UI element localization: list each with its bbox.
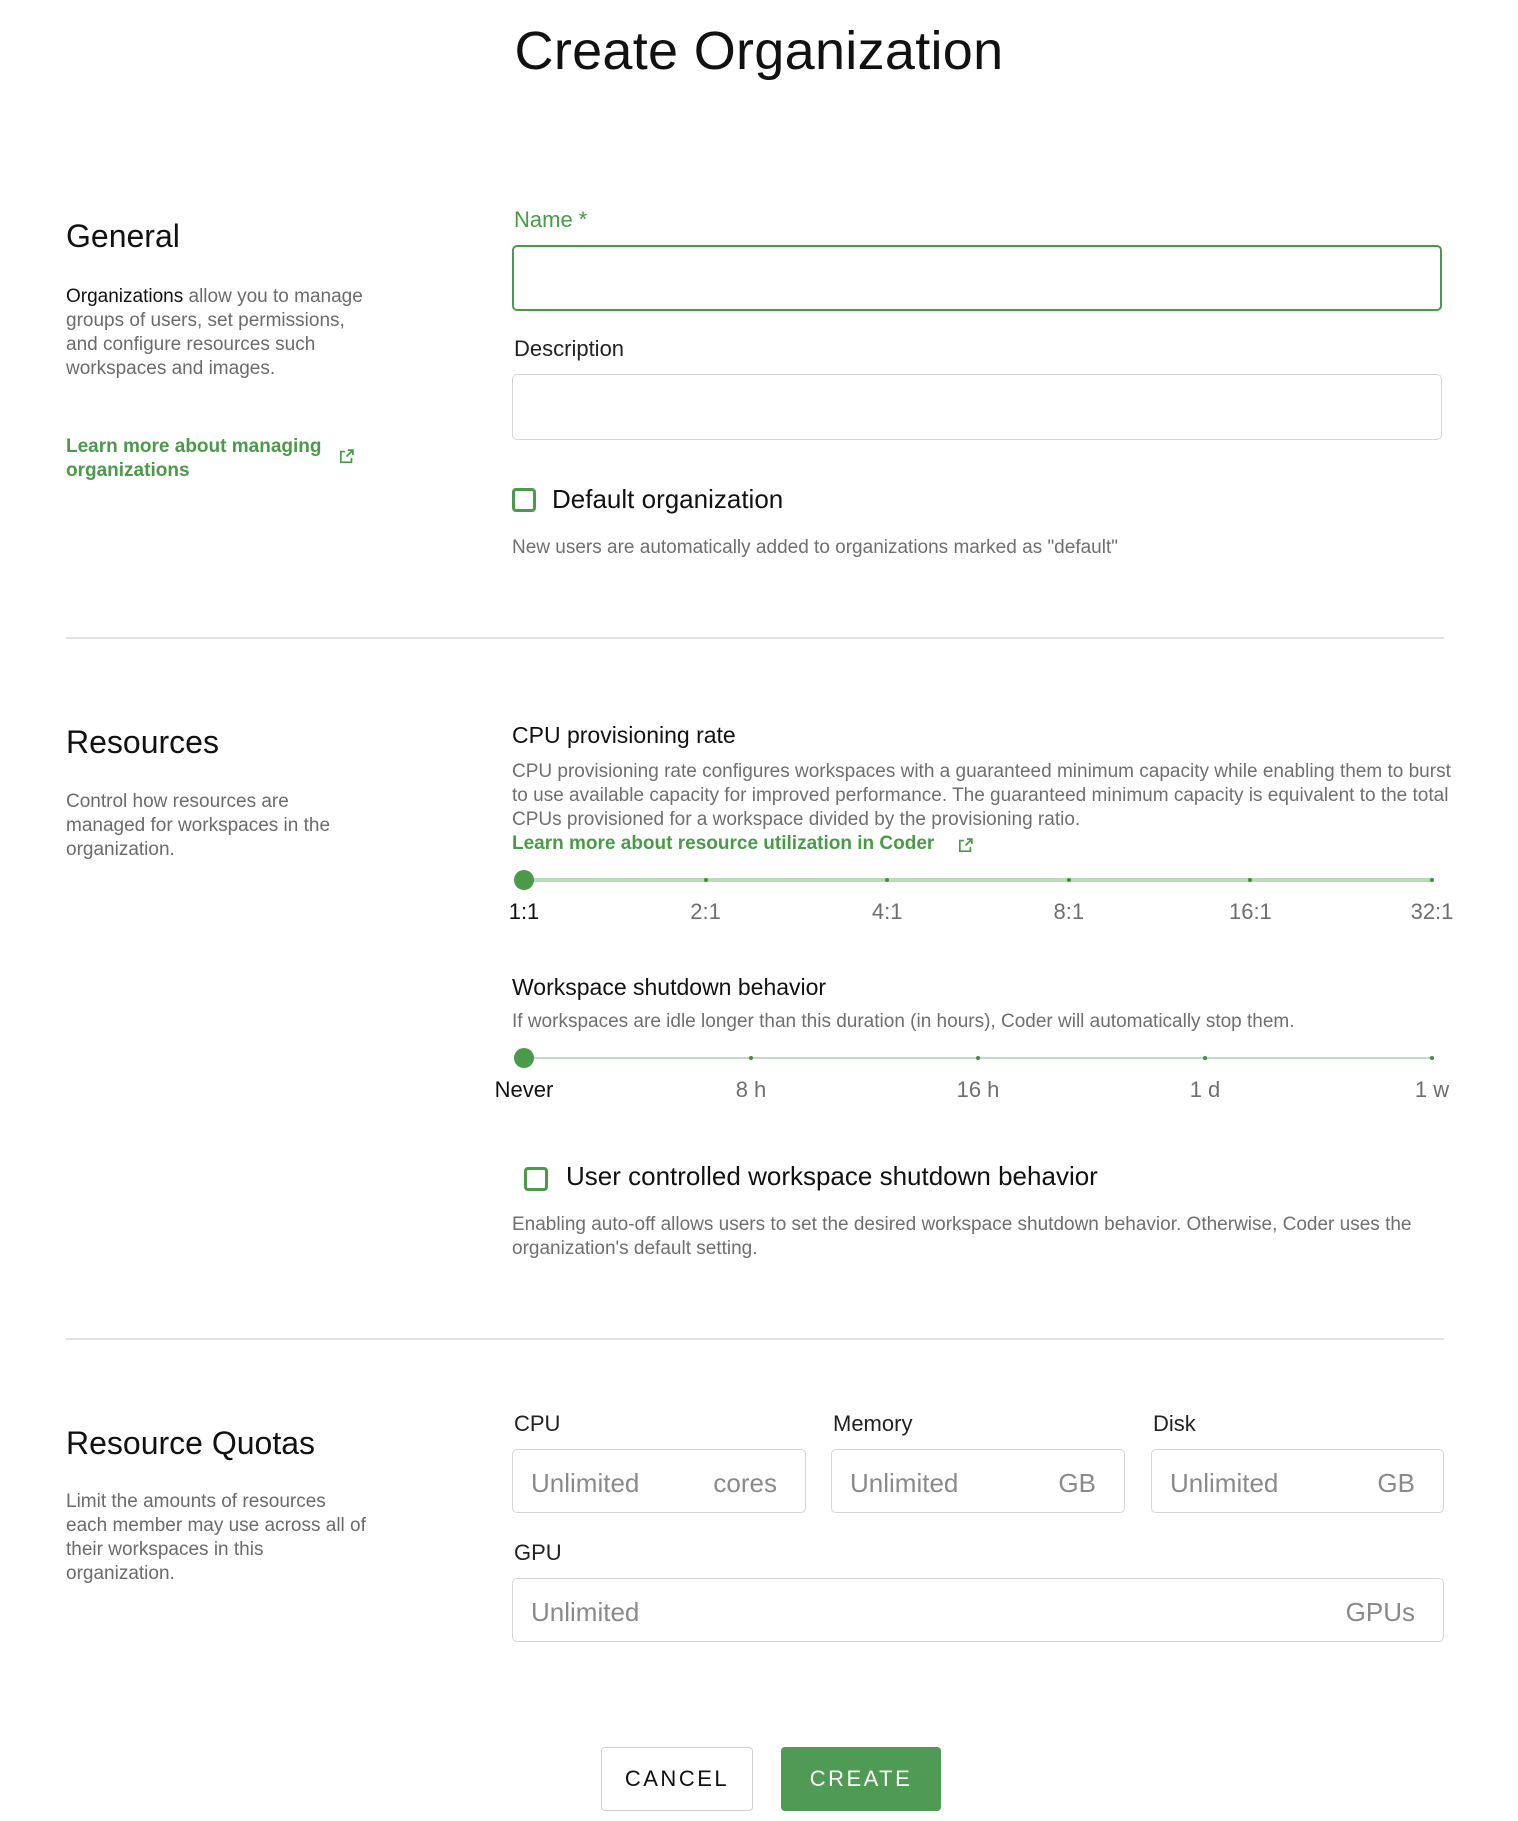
gpu-quota-label: GPU [514, 1540, 562, 1565]
gpu-quota-unit: GPUs [1345, 1597, 1415, 1627]
user-controlled-shutdown-help: Enabling auto-off allows users to set the desired workspace shutdown behavior. Otherwise, Coder uses the organization's default setting. [512, 1214, 1412, 1259]
cpu-quota-unit: cores [713, 1468, 777, 1498]
cpu-mark-label[interactable]: 16:1 [1228, 899, 1272, 924]
name-input[interactable] [512, 245, 1442, 311]
learn-more-resource-utilization-link[interactable] [512, 833, 934, 855]
organizations-term: Organizations [66, 286, 184, 307]
shutdown-mark-label[interactable]: 16 h [956, 1077, 1000, 1102]
cpu-mark-label[interactable]: 32:1 [1410, 899, 1454, 924]
cpu-provisioning-help: CPU provisioning rate configures workspaces with a guaranteed minimum capacity while enabling them to burst to use available capacity for improved performance. The guaranteed minimum capacity is equivalent to the total CPUs provisioned for a workspace divided by the provisioning ratio. [512, 761, 1451, 830]
cpu-mark-label[interactable]: 2:1 [690, 899, 721, 924]
slider-tick [1203, 1056, 1207, 1060]
cpu-mark-label[interactable]: 8:1 [1053, 899, 1085, 924]
slider-tick [749, 1056, 753, 1060]
memory-quota-placeholder: Unlimited [850, 1468, 959, 1498]
resource-quotas-section-title: Resource Quotas [66, 1425, 316, 1461]
cancel-button[interactable]: CANCEL [601, 1747, 753, 1811]
page-title: Create Organization [514, 21, 1004, 81]
shutdown-mark-label[interactable]: 1 d [1189, 1077, 1221, 1102]
disk-quota-placeholder: Unlimited [1170, 1468, 1279, 1498]
cpu-quota-label: CPU [514, 1411, 561, 1436]
learn-more-organizations-link[interactable] [66, 435, 356, 483]
general-section-description [66, 285, 366, 381]
section-divider [66, 1338, 1444, 1340]
general-desc-text: allow you to manage groups of users, set permissions, and configure resources such workspaces and images. [66, 286, 363, 379]
workspace-shutdown-title: Workspace shutdown behavior [512, 974, 827, 1000]
default-organization-help: New users are automatically added to organizations marked as "default" [512, 537, 1118, 558]
disk-quota-unit: GB [1377, 1468, 1415, 1498]
shutdown-mark-label[interactable]: 8 h [735, 1077, 767, 1102]
name-label: Name * [514, 207, 588, 232]
slider-thumb[interactable] [514, 870, 534, 890]
gpu-quota-placeholder: Unlimited [531, 1597, 640, 1627]
memory-quota-unit: GB [1058, 1468, 1096, 1498]
slider-track [526, 878, 1432, 882]
slider-tick [1067, 878, 1071, 882]
workspace-shutdown-slider[interactable] [514, 1046, 1434, 1070]
slider-tick [976, 1056, 980, 1060]
description-label: Description [514, 336, 625, 361]
default-organization-label: Default organization [552, 484, 784, 514]
general-section-title: General [66, 218, 180, 254]
cpu-quota-placeholder: Unlimited [531, 1468, 640, 1498]
slider-tick [704, 878, 708, 882]
slider-tick [1430, 1056, 1434, 1060]
cpu-quota-input[interactable] [512, 1449, 806, 1513]
disk-quota-input[interactable] [1151, 1449, 1444, 1513]
cpu-provisioning-title: CPU provisioning rate [512, 722, 736, 748]
cpu-mark-label[interactable]: 4:1 [871, 899, 903, 924]
memory-quota-label: Memory [833, 1411, 913, 1436]
slider-tick [1430, 878, 1434, 882]
disk-quota-label: Disk [1153, 1411, 1196, 1436]
slider-thumb[interactable] [514, 1048, 534, 1068]
user-controlled-shutdown-label: User controlled workspace shutdown behavior [566, 1161, 1098, 1191]
shutdown-mark-label[interactable]: Never [494, 1077, 554, 1102]
shutdown-mark-label[interactable]: 1 w [1414, 1077, 1450, 1102]
default-organization-checkbox[interactable] [512, 488, 536, 512]
learn-more-utilization-text: Learn more about resource utilization in Coder [512, 833, 935, 854]
memory-quota-input[interactable] [831, 1449, 1125, 1513]
user-controlled-shutdown-checkbox[interactable] [524, 1167, 548, 1191]
cpu-provisioning-slider[interactable] [514, 868, 1434, 892]
create-button[interactable]: CREATE [781, 1747, 941, 1811]
gpu-quota-input[interactable] [512, 1578, 1444, 1642]
external-link-icon [957, 837, 974, 854]
learn-more-organizations-text: Learn more about managing organizations [66, 436, 322, 481]
resources-section-title: Resources [66, 724, 219, 760]
resource-quotas-section-description: Limit the amounts of resources each member may use across all of their workspaces in this organization. [66, 1491, 366, 1584]
workspace-shutdown-help: If workspaces are idle longer than this duration (in hours), Coder will automatically stop them. [512, 1011, 1295, 1032]
cpu-mark-label[interactable]: 1:1 [508, 899, 540, 924]
section-divider [66, 637, 1444, 639]
description-input[interactable] [512, 374, 1442, 440]
resources-section-description: Control how resources are managed for workspaces in the organization. [66, 791, 331, 860]
external-link-icon [338, 448, 355, 465]
